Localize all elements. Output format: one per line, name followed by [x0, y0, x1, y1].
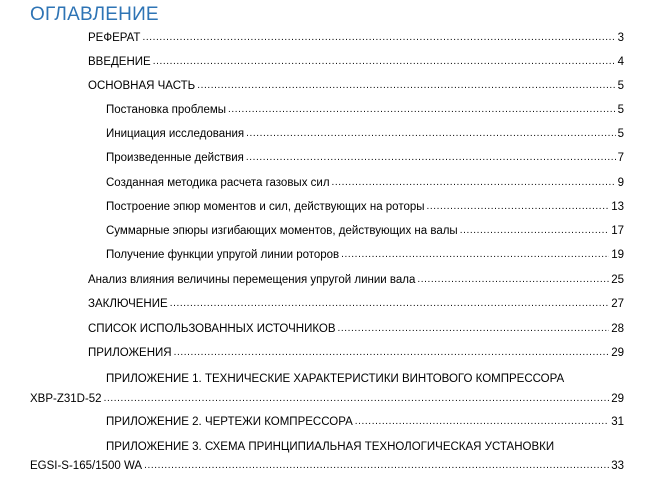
- toc-entry-page: 3: [617, 32, 624, 44]
- toc-leader-dots: [153, 55, 616, 69]
- toc-entry-page: 29: [611, 393, 624, 405]
- toc-entry-page: 4: [617, 56, 624, 68]
- toc-leader-dots: [355, 415, 609, 429]
- toc-entry-text: Созданная методика расчета газовых сил: [106, 177, 330, 189]
- toc-entry-text: ПРИЛОЖЕНИЕ 2. ЧЕРТЕЖИ КОМПРЕССОРА: [106, 416, 353, 428]
- toc-entry-text: Получение функции упругой линии роторов: [106, 249, 340, 261]
- toc-leader-dots: [174, 346, 610, 360]
- toc-entry-page: 5: [617, 80, 624, 92]
- toc-leader-dots: [246, 127, 615, 141]
- toc-leader-dots: [332, 176, 616, 190]
- toc-entry-text: СПИСОК ИСПОЛЬЗОВАННЫХ ИСТОЧНИКОВ: [88, 323, 336, 335]
- toc-entry-text: Постановка проблемы: [106, 104, 227, 116]
- toc-entry-page: 29: [611, 347, 624, 359]
- toc-entry-text-continued: EGSI-S-165/1500 WA: [30, 460, 143, 472]
- toc-entry-text: ВВЕДЕНИЕ: [88, 56, 151, 68]
- toc-entry-text: ОСНОВНАЯ ЧАСТЬ: [88, 80, 196, 92]
- toc-entry-page: 9: [617, 177, 624, 189]
- toc-heading: ОГЛАВЛЕНИЕ: [30, 4, 159, 25]
- toc-leader-dots: [228, 103, 616, 117]
- toc-entry-text: Произведенные действия: [106, 152, 244, 164]
- toc-entry-text: Построение эпюр моментов и сил, действующих на роторы: [106, 201, 425, 213]
- toc-entry-page: 5: [617, 128, 624, 140]
- toc-leader-dots: [338, 322, 610, 336]
- toc-entry-text: ПРИЛОЖЕНИЕ 3. СХЕМА ПРИНЦИПИАЛЬНАЯ ТЕХНОЛОГИЧЕСКАЯ УСТАНОВКИ: [106, 441, 555, 453]
- toc-leader-dots: [246, 151, 616, 165]
- toc-entry-page: 13: [611, 201, 624, 213]
- toc-leader-dots: [417, 273, 609, 287]
- toc-leader-dots: [144, 459, 609, 473]
- toc-entry-text: ПРИЛОЖЕНИЕ 1. ТЕХНИЧЕСКИЕ ХАРАКТЕРИСТИКИ ВИНТОВОГО КОМПРЕССОРА: [106, 373, 565, 385]
- toc-entry-page: 28: [611, 323, 624, 335]
- toc-entry-page: 19: [611, 249, 624, 261]
- toc-entry-page: 17: [611, 225, 624, 237]
- toc-leader-dots: [170, 297, 610, 311]
- toc-entry-page: 5: [617, 104, 624, 116]
- toc-leader-dots: [197, 79, 615, 93]
- toc-entry-page: 31: [611, 416, 624, 428]
- toc-entry-text-continued: XBP-Z31D-52: [30, 393, 102, 405]
- toc-leader-dots: [427, 200, 610, 214]
- toc-leader-dots: [142, 31, 615, 45]
- toc-entry-text: РЕФЕРАТ: [88, 32, 141, 44]
- toc-entry-page: 33: [611, 460, 624, 472]
- toc-entry-page: 25: [611, 274, 624, 286]
- toc-entry-text: Инициация исследования: [106, 128, 245, 140]
- toc-entry-text: ЗАКЛЮЧЕНИЕ: [88, 298, 168, 310]
- toc-entry-text: ПРИЛОЖЕНИЯ: [88, 347, 172, 359]
- toc-leader-dots: [104, 392, 610, 406]
- toc-entry-text: Суммарные эпюры изгибающих моментов, действующих на валы: [106, 225, 458, 237]
- toc-entry-page: 27: [611, 298, 624, 310]
- toc-entry-text: Анализ влияния величины перемещения упругой линии вала: [88, 274, 416, 286]
- toc-leader-dots: [460, 224, 610, 238]
- toc-leader-dots: [341, 248, 609, 262]
- toc-entry-page: 7: [617, 152, 624, 164]
